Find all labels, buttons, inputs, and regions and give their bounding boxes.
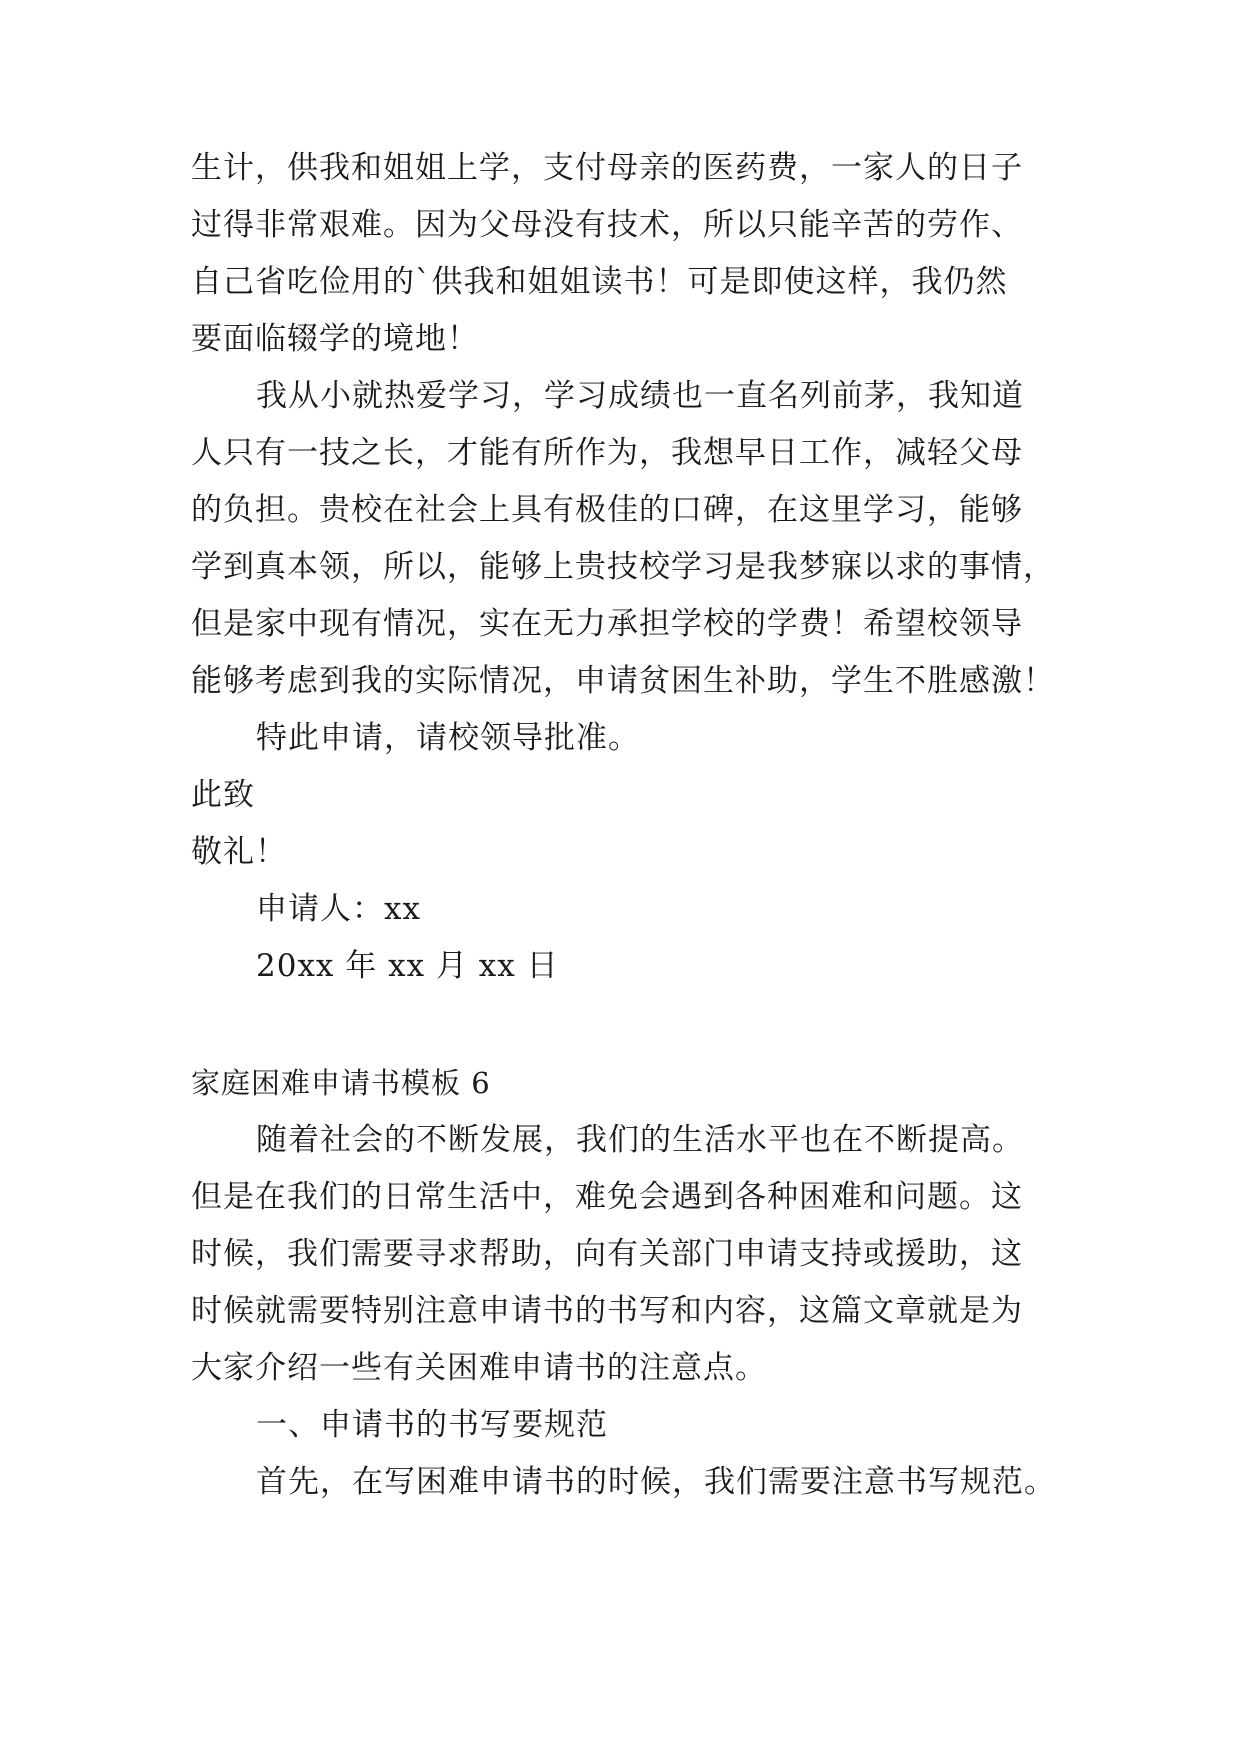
text-line: 首先，在写困难申请书的时候，我们需要注意书写规范。 [256, 1464, 1056, 1500]
application-date: 20xx 年 xx 月 xx 日 [256, 948, 559, 984]
salutation-line-2: 敬礼！ [191, 834, 287, 870]
text-line: 但是在我们的日常生活中，难免会遇到各种困难和问题。这 [191, 1179, 1023, 1215]
text-line: 随着社会的不断发展，我们的生活水平也在不断提高。 [256, 1122, 1024, 1158]
text-line: 大家介绍一些有关困难申请书的注意点。 [191, 1350, 767, 1386]
text-line: 但是家中现有情况，实在无力承担学校的学费！希望校领导 [191, 606, 1023, 642]
text-line: 生计，供我和姐姐上学，支付母亲的医药费，一家人的日子 [191, 150, 1023, 186]
section-title: 家庭困难申请书模板 6 [191, 1066, 491, 1100]
text-line: 我从小就热爱学习，学习成绩也一直名列前茅，我知道 [256, 378, 1024, 414]
text-line: 学到真本领，所以，能够上贵技校学习是我梦寐以求的事情， [191, 549, 1055, 585]
section-heading: 一、申请书的书写要规范 [256, 1407, 608, 1443]
text-line: 时候，我们需要寻求帮助，向有关部门申请支持或援助，这 [191, 1236, 1023, 1272]
text-line: 过得非常艰难。因为父母没有技术，所以只能辛苦的劳作、 [191, 207, 1023, 243]
text-line: 的负担。贵校在社会上具有极佳的口碑，在这里学习，能够 [191, 492, 1023, 528]
text-line: 人只有一技之长，才能有所作为，我想早日工作，减轻父母 [191, 435, 1023, 471]
text-line: 时候就需要特别注意申请书的书写和内容，这篇文章就是为 [191, 1293, 1023, 1329]
text-line: 能够考虑到我的实际情况，申请贫困生补助，学生不胜感激！ [191, 663, 1055, 699]
text-line: 自己省吃俭用的`供我和姐姐读书！可是即使这样，我仍然 [191, 264, 1008, 300]
closing-request: 特此申请，请校领导批准。 [256, 720, 640, 756]
applicant-signature: 申请人：xx [256, 891, 421, 927]
text-line: 要面临辍学的境地！ [191, 321, 479, 357]
salutation-line-1: 此致 [191, 777, 255, 813]
